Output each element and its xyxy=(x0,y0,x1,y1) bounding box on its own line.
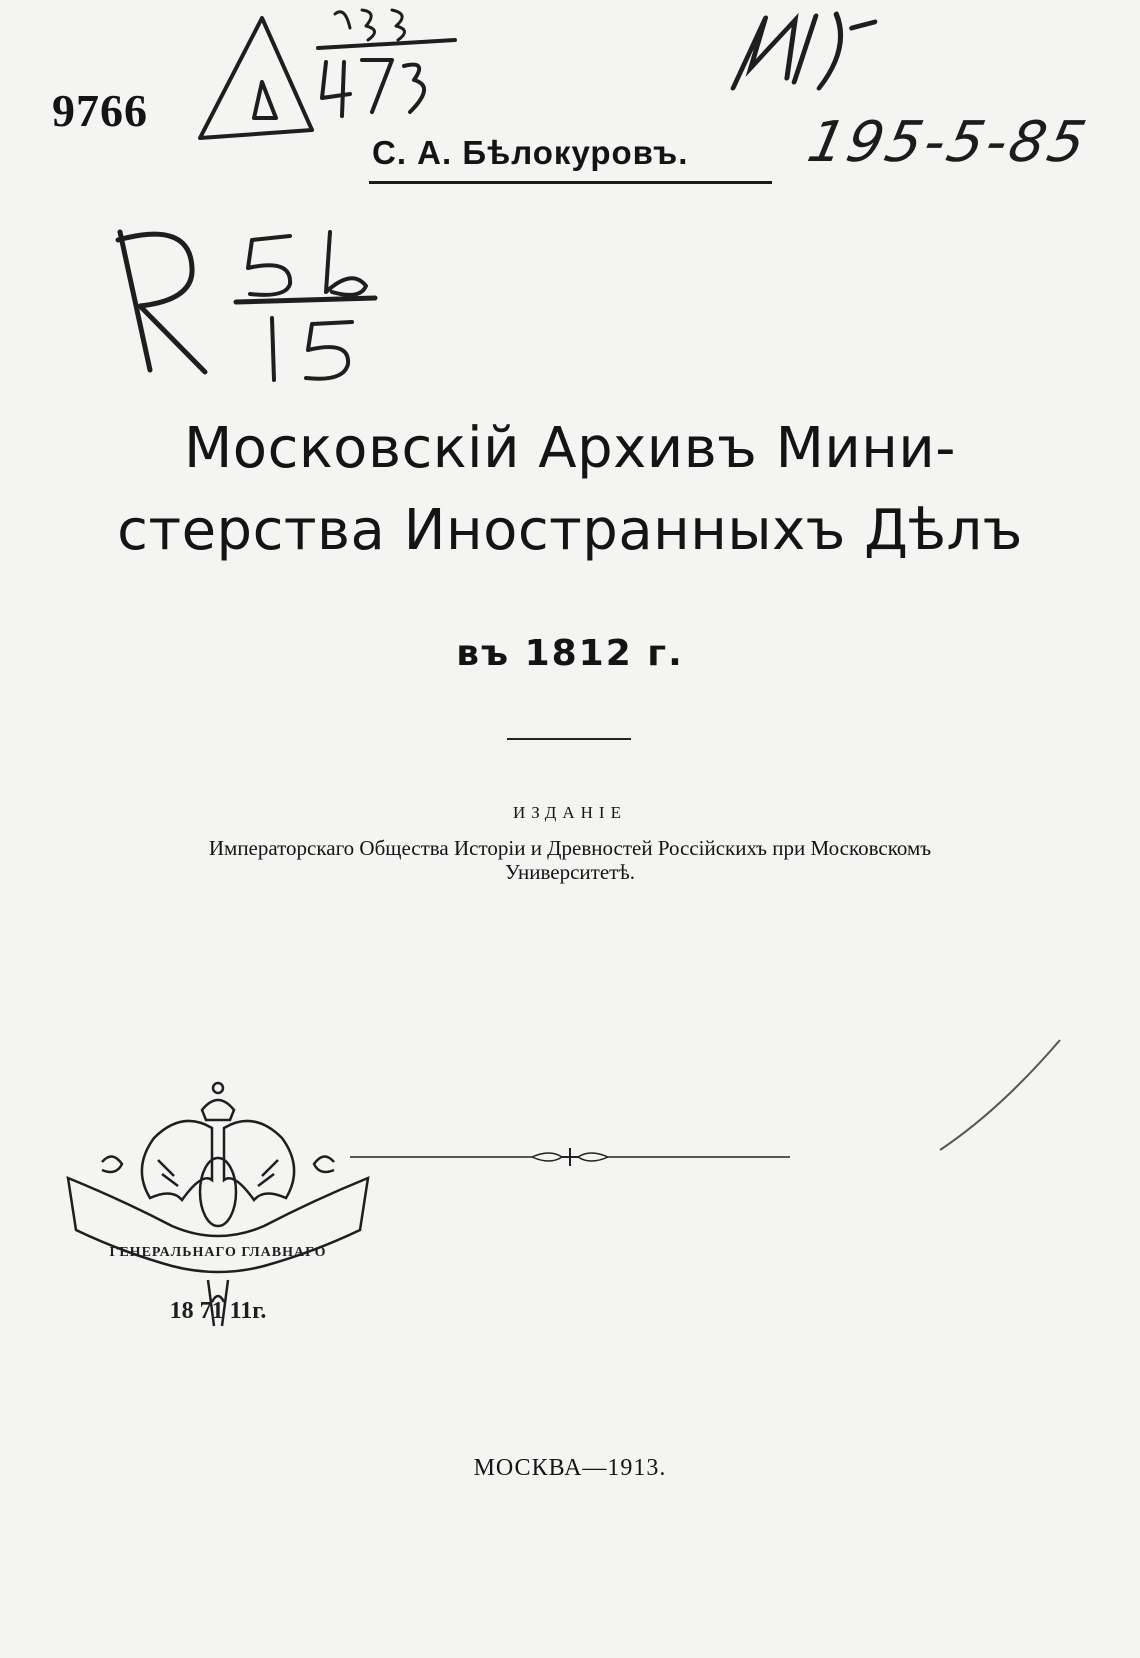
svg-text:ГЕНЕРАЛЬНАГО ГЛАВНАГО: ГЕНЕРАЛЬНАГО ГЛАВНАГО xyxy=(109,1245,327,1260)
title-line-2: стерства Иностранныхъ Дѣлъ xyxy=(117,498,1023,563)
title-line-1: Московскій Архивъ Мини- xyxy=(183,416,956,481)
publisher-line-2: Университетѣ. xyxy=(505,860,635,884)
divider-rule xyxy=(507,738,631,740)
eagle-wing-left xyxy=(142,1121,212,1200)
eagle-wing-right xyxy=(224,1121,294,1200)
stamp-year: 18 71 11г. xyxy=(169,1298,267,1324)
edition-label: ИЗДАНІЕ xyxy=(513,803,627,822)
book-title xyxy=(0,408,1140,572)
handwritten-call-number: 195-5-85 xyxy=(802,110,1095,175)
ornament-divider xyxy=(350,1145,790,1169)
publisher-block xyxy=(0,836,1140,884)
handwritten-mark xyxy=(719,8,888,113)
year-subtitle: въ 1812 г. xyxy=(456,633,684,674)
imprint: МОСКВА—1913. xyxy=(473,1455,667,1481)
author-name: С. А. Бѣлокуровъ. xyxy=(372,134,689,171)
publisher-line-1: Императорскаго Общества Исторіи и Древностей Россійскихъ при Московскомъ xyxy=(208,836,932,860)
pencil-stroke xyxy=(930,1030,1070,1160)
eagle-body xyxy=(200,1158,236,1226)
handwritten-scribble xyxy=(721,8,887,98)
crown-icon xyxy=(213,1083,223,1093)
accession-number: 9766 xyxy=(52,85,148,136)
triangle-mark xyxy=(200,18,312,138)
author-underline xyxy=(369,181,772,184)
library-stamp xyxy=(62,1080,374,1342)
